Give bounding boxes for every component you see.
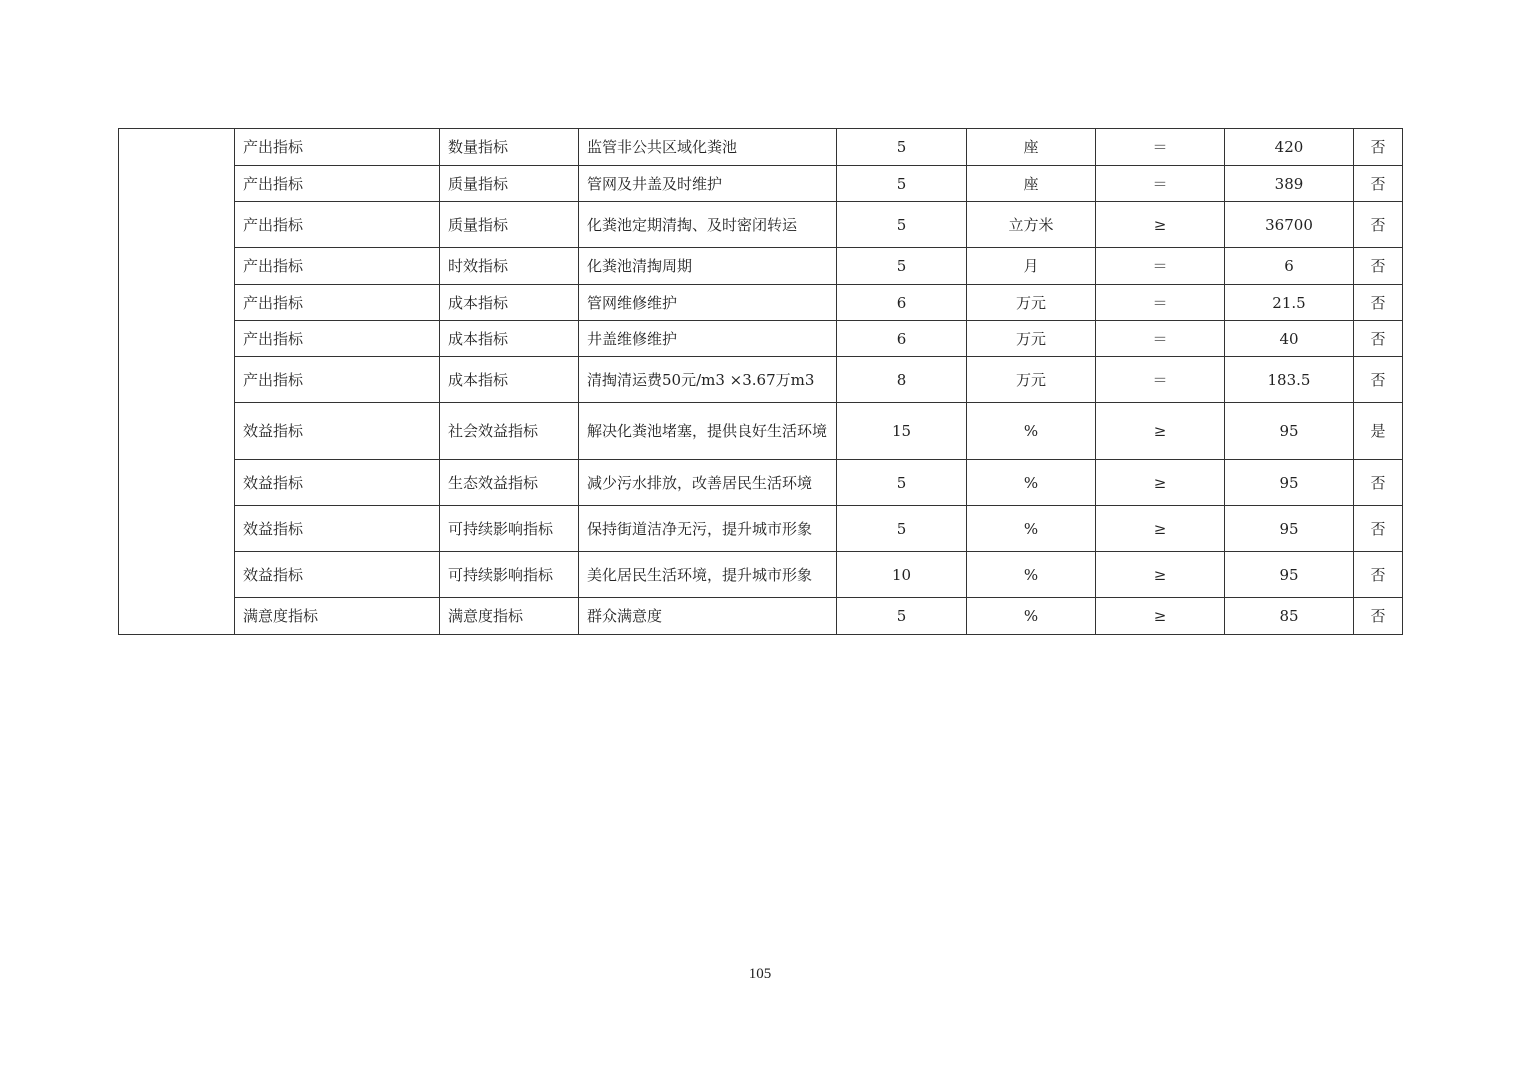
cell-level2: 可持续影响指标	[440, 506, 579, 552]
cell-unit: 月	[967, 248, 1096, 285]
cell-core: 否	[1354, 357, 1403, 403]
table-row	[119, 166, 1403, 202]
cell-unit: 立方米	[967, 202, 1096, 248]
cell-weight: 5	[837, 506, 967, 552]
cell-unit: %	[967, 506, 1096, 552]
cell-indicator: 井盖维修维护	[579, 321, 837, 357]
cell-level1: 产出指标	[235, 248, 440, 285]
table-row	[119, 403, 1403, 460]
cell-operator: ＝	[1096, 166, 1225, 202]
cell-target: 389	[1225, 166, 1354, 202]
cell-indicator: 化粪池清掏周期	[579, 248, 837, 285]
cell-unit: 万元	[967, 357, 1096, 403]
page-number: 105	[748, 966, 772, 982]
cell-unit: %	[967, 403, 1096, 460]
table-row	[119, 285, 1403, 321]
table-cell-merged-blank	[119, 129, 235, 635]
cell-weight: 6	[837, 285, 967, 321]
cell-level1: 产出指标	[235, 166, 440, 202]
cell-core: 否	[1354, 460, 1403, 506]
cell-level2: 生态效益指标	[440, 460, 579, 506]
cell-indicator: 管网维修维护	[579, 285, 837, 321]
cell-level2: 社会效益指标	[440, 403, 579, 460]
cell-operator: ＝	[1096, 321, 1225, 357]
cell-level2: 满意度指标	[440, 598, 579, 635]
cell-indicator: 美化居民生活环境，提升城市形象	[579, 552, 837, 598]
cell-operator: ＝	[1096, 357, 1225, 403]
cell-operator: ≥	[1096, 403, 1225, 460]
table-row	[119, 460, 1403, 506]
table-row	[119, 248, 1403, 285]
cell-target: 420	[1225, 129, 1354, 166]
cell-operator: ＝	[1096, 285, 1225, 321]
table-row	[119, 598, 1403, 635]
cell-operator: ＝	[1096, 129, 1225, 166]
cell-weight: 5	[837, 248, 967, 285]
cell-operator: ≥	[1096, 460, 1225, 506]
cell-level2: 可持续影响指标	[440, 552, 579, 598]
cell-operator: ＝	[1096, 248, 1225, 285]
cell-weight: 6	[837, 321, 967, 357]
cell-level1: 效益指标	[235, 552, 440, 598]
cell-unit: 万元	[967, 321, 1096, 357]
cell-indicator: 减少污水排放，改善居民生活环境	[579, 460, 837, 506]
cell-weight: 5	[837, 598, 967, 635]
cell-core: 否	[1354, 321, 1403, 357]
cell-level2: 质量指标	[440, 202, 579, 248]
table-row	[119, 552, 1403, 598]
cell-core: 否	[1354, 598, 1403, 635]
cell-level1: 产出指标	[235, 321, 440, 357]
cell-indicator: 解决化粪池堵塞，提供良好生活环境	[579, 403, 837, 460]
cell-unit: %	[967, 460, 1096, 506]
cell-unit: 座	[967, 166, 1096, 202]
cell-target: 95	[1225, 460, 1354, 506]
cell-target: 95	[1225, 506, 1354, 552]
cell-weight: 10	[837, 552, 967, 598]
cell-core: 是	[1354, 403, 1403, 460]
cell-unit: %	[967, 552, 1096, 598]
cell-weight: 5	[837, 129, 967, 166]
cell-target: 21.5	[1225, 285, 1354, 321]
cell-core: 否	[1354, 552, 1403, 598]
cell-unit: %	[967, 598, 1096, 635]
cell-level2: 数量指标	[440, 129, 579, 166]
cell-core: 否	[1354, 202, 1403, 248]
cell-operator: ≥	[1096, 598, 1225, 635]
cell-core: 否	[1354, 506, 1403, 552]
cell-core: 否	[1354, 166, 1403, 202]
table-row	[119, 321, 1403, 357]
cell-level2: 成本指标	[440, 321, 579, 357]
cell-core: 否	[1354, 248, 1403, 285]
cell-indicator: 监管非公共区域化粪池	[579, 129, 837, 166]
cell-target: 95	[1225, 403, 1354, 460]
cell-indicator: 保持街道洁净无污，提升城市形象	[579, 506, 837, 552]
cell-indicator: 群众满意度	[579, 598, 837, 635]
cell-target: 40	[1225, 321, 1354, 357]
cell-indicator: 化粪池定期清掏、及时密闭转运	[579, 202, 837, 248]
table-row	[119, 357, 1403, 403]
cell-core: 否	[1354, 285, 1403, 321]
table-row	[119, 202, 1403, 248]
cell-target: 6	[1225, 248, 1354, 285]
cell-weight: 5	[837, 166, 967, 202]
table-row	[119, 129, 1403, 166]
cell-weight: 8	[837, 357, 967, 403]
cell-target: 95	[1225, 552, 1354, 598]
cell-level2: 质量指标	[440, 166, 579, 202]
table-body	[119, 129, 1403, 635]
cell-indicator: 清掏清运费50元/m3 ×3.67万m3	[579, 357, 837, 403]
table-row	[119, 506, 1403, 552]
cell-core: 否	[1354, 129, 1403, 166]
cell-operator: ≥	[1096, 506, 1225, 552]
cell-operator: ≥	[1096, 202, 1225, 248]
cell-level1: 效益指标	[235, 460, 440, 506]
cell-target: 85	[1225, 598, 1354, 635]
cell-level1: 产出指标	[235, 202, 440, 248]
cell-unit: 座	[967, 129, 1096, 166]
cell-level2: 时效指标	[440, 248, 579, 285]
cell-level2: 成本指标	[440, 357, 579, 403]
cell-level2: 成本指标	[440, 285, 579, 321]
cell-weight: 5	[837, 202, 967, 248]
cell-target: 36700	[1225, 202, 1354, 248]
cell-target: 183.5	[1225, 357, 1354, 403]
cell-level1: 效益指标	[235, 403, 440, 460]
cell-indicator: 管网及井盖及时维护	[579, 166, 837, 202]
cell-level1: 产出指标	[235, 285, 440, 321]
indicator-table	[118, 128, 1403, 635]
cell-unit: 万元	[967, 285, 1096, 321]
cell-operator: ≥	[1096, 552, 1225, 598]
cell-level1: 满意度指标	[235, 598, 440, 635]
cell-weight: 5	[837, 460, 967, 506]
cell-weight: 15	[837, 403, 967, 460]
cell-level1: 产出指标	[235, 357, 440, 403]
cell-level1: 效益指标	[235, 506, 440, 552]
cell-level1: 产出指标	[235, 129, 440, 166]
